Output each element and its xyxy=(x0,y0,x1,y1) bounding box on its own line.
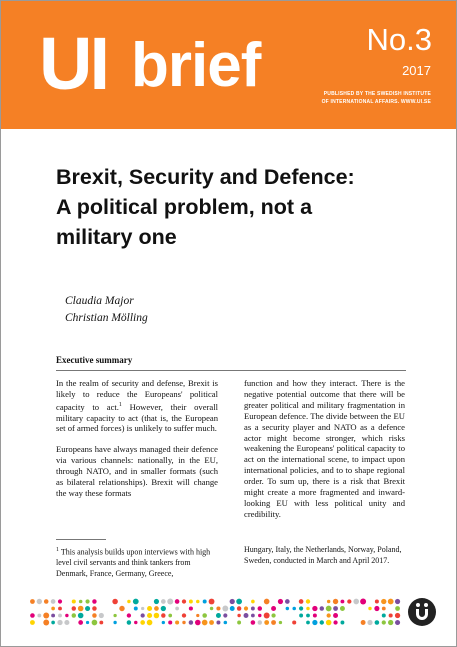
decorative-dot xyxy=(361,620,366,625)
decorative-dot xyxy=(271,606,276,611)
decorative-dot xyxy=(279,621,282,624)
decorative-dot xyxy=(230,606,235,611)
decorative-dot xyxy=(292,607,296,611)
summary-heading: Executive summary xyxy=(56,355,133,365)
decorative-dot xyxy=(51,599,56,604)
decorative-dot xyxy=(333,613,338,618)
decorative-dot xyxy=(99,621,103,625)
decorative-dot xyxy=(65,614,68,617)
body-paragraph xyxy=(56,378,218,434)
decorative-dot xyxy=(327,613,331,617)
decorative-dot xyxy=(189,606,193,610)
ui-emblem-logo xyxy=(407,597,437,627)
decorative-dot xyxy=(58,599,62,603)
decorative-dot xyxy=(306,607,310,611)
decorative-dot xyxy=(216,606,220,610)
author-list xyxy=(65,293,148,327)
footnote-reference[interactable]: 1 xyxy=(118,401,122,408)
decorative-dot xyxy=(154,599,159,604)
decorative-dot xyxy=(147,620,153,626)
decorative-dot xyxy=(320,606,324,610)
decorative-dot xyxy=(375,599,379,603)
decorative-dot xyxy=(216,621,220,625)
decorative-dot xyxy=(202,613,207,618)
publisher-line-1: PUBLISHED BY THE SWEDISH INSTITUTE xyxy=(323,91,431,97)
decorative-dot xyxy=(86,621,89,624)
document-title xyxy=(56,162,436,252)
decorative-dot xyxy=(244,606,248,610)
decorative-dot xyxy=(333,620,337,624)
decorative-dot xyxy=(209,599,215,605)
decorative-dot xyxy=(367,620,372,625)
decorative-dot xyxy=(375,620,380,625)
decorative-dot xyxy=(195,620,201,626)
decorative-dot xyxy=(299,606,303,610)
decorative-dot xyxy=(388,599,394,605)
decorative-dot xyxy=(286,607,289,610)
decorative-dot xyxy=(30,599,35,604)
decorative-dot xyxy=(51,614,55,618)
body-text: In the realm of security and defense, Brexit is likely to reduce the Europeans' political capacity to act. xyxy=(56,378,218,412)
publisher-notice xyxy=(261,90,431,106)
decorative-dot xyxy=(64,620,69,625)
decorative-dot xyxy=(175,599,180,604)
decorative-dot xyxy=(388,620,393,625)
decorative-dot xyxy=(43,620,49,626)
decorative-dot xyxy=(299,599,304,604)
decorative-dot xyxy=(175,607,179,611)
decorative-dot xyxy=(30,620,35,625)
body-column-right xyxy=(244,378,405,530)
decorative-dot xyxy=(85,599,89,603)
decorative-dot xyxy=(78,613,84,619)
decorative-dot xyxy=(147,606,152,611)
decorative-dot xyxy=(236,599,242,605)
decorative-dot xyxy=(161,599,166,604)
decorative-dot xyxy=(92,606,96,610)
decorative-dot xyxy=(278,599,283,604)
decorative-dot xyxy=(223,613,227,617)
decorative-dot xyxy=(216,613,221,618)
decorative-dot xyxy=(382,607,386,611)
decorative-dot xyxy=(299,614,303,618)
decorative-dot xyxy=(271,620,276,625)
decorative-dot xyxy=(203,600,207,604)
decorative-dot xyxy=(113,621,116,624)
emblem-dot xyxy=(416,603,420,607)
emblem-circle xyxy=(408,598,436,626)
decorative-dot xyxy=(381,599,386,604)
decorative-dot xyxy=(333,606,338,611)
decorative-dot xyxy=(222,606,228,612)
decorative-dot xyxy=(395,606,400,611)
decorative-dot xyxy=(258,614,261,617)
decorative-dot xyxy=(92,620,98,626)
decorative-dot xyxy=(306,599,310,603)
body-column-left xyxy=(56,378,218,509)
decorative-dot xyxy=(154,606,159,611)
decorative-dot xyxy=(78,606,84,612)
decorative-dot xyxy=(127,613,131,617)
decorative-dot xyxy=(189,620,193,624)
decorative-dot xyxy=(127,600,130,603)
decorative-dot xyxy=(271,613,275,617)
decorative-dot xyxy=(72,613,76,617)
decorative-dot xyxy=(78,620,83,625)
decorative-dot xyxy=(161,606,166,611)
decorative-dot xyxy=(99,613,104,618)
decorative-dot xyxy=(30,613,35,618)
decorative-dot xyxy=(147,613,152,618)
footnote-divider xyxy=(56,539,106,540)
decorative-dot xyxy=(162,621,165,624)
decorative-dot xyxy=(182,613,186,617)
decorative-dot xyxy=(58,607,62,611)
decorative-dot xyxy=(189,600,193,604)
logo-ui-text: UI xyxy=(39,22,107,105)
decorative-dot xyxy=(119,606,124,611)
decorative-dot xyxy=(51,607,55,611)
decorative-dot xyxy=(313,614,317,618)
decorative-dot xyxy=(161,613,165,617)
decorative-dot xyxy=(395,599,400,604)
decorative-dot xyxy=(237,621,241,625)
decorative-dot xyxy=(251,620,256,625)
decorative-dot xyxy=(210,607,213,610)
decorative-dot xyxy=(209,620,214,625)
decorative-dot xyxy=(182,621,185,624)
decorative-dot xyxy=(312,606,317,611)
decorative-dot xyxy=(72,606,76,610)
footnote-right: Hungary, Italy, the Netherlands, Norway, Poland, Sweden, conducted in March and April 2017. xyxy=(244,545,402,565)
footnote-marker: 1 xyxy=(56,547,59,553)
decorative-dot xyxy=(134,607,138,611)
author-name: Christian Mölling xyxy=(65,312,148,324)
decorative-dot xyxy=(258,606,262,610)
decorative-dot xyxy=(154,613,160,619)
decorative-dot xyxy=(395,613,400,618)
decorative-dot xyxy=(306,621,310,625)
body-paragraph: Europeans have always managed their defence via various channels: nationally, in the EU, through NATO, and in smaller formats (such as bilateral relationships). Brexit will change the way these formats xyxy=(56,444,218,499)
title-line-3: military one xyxy=(56,225,177,249)
decorative-dot xyxy=(244,613,249,618)
decorative-dot xyxy=(196,614,199,617)
decorative-dot xyxy=(389,613,393,617)
author-name: Claudia Major xyxy=(65,295,134,307)
decorative-dot xyxy=(360,599,366,605)
decorative-dot xyxy=(196,600,200,604)
decorative-dot xyxy=(368,607,371,610)
decorative-dot xyxy=(113,614,116,617)
title-line-1: Brexit, Security and Defence: xyxy=(56,165,355,189)
decorative-dot xyxy=(58,614,62,618)
decorative-dot xyxy=(167,599,173,605)
decorative-dot xyxy=(326,606,332,612)
decorative-dot xyxy=(333,599,338,604)
decorative-dot xyxy=(127,620,131,624)
decorative-dot xyxy=(382,620,386,624)
title-line-2: A political problem, not a xyxy=(56,195,313,219)
decorative-dot xyxy=(112,599,118,605)
decorative-dot xyxy=(347,599,351,603)
emblem-dot xyxy=(424,603,428,607)
decorative-dot xyxy=(285,599,290,604)
decorative-dot xyxy=(37,614,41,618)
decorative-dot xyxy=(72,599,76,603)
decorative-dot xyxy=(326,620,332,626)
decorative-dot xyxy=(202,620,208,626)
decorative-dot xyxy=(264,599,270,605)
decorative-dot-band xyxy=(29,598,401,626)
publisher-line-2: OF INTERNATIONAL AFFAIRS. WWW.UI.SE xyxy=(321,99,431,105)
decorative-dot xyxy=(57,620,62,625)
decorative-dot xyxy=(258,620,262,624)
decorative-dot xyxy=(230,599,235,604)
decorative-dot xyxy=(79,600,83,604)
decorative-dot xyxy=(141,613,145,617)
decorative-dot xyxy=(264,613,270,619)
decorative-dot xyxy=(292,620,296,624)
decorative-dot xyxy=(175,620,179,624)
logo-brief-text: brief xyxy=(131,31,261,100)
decorative-dot xyxy=(251,614,255,618)
decorative-dot xyxy=(320,620,324,624)
decorative-dot xyxy=(85,606,90,611)
decorative-dot xyxy=(134,621,137,624)
decorative-dot xyxy=(312,620,317,625)
decorative-dot xyxy=(182,599,186,603)
header-banner xyxy=(1,1,456,129)
decorative-dot xyxy=(251,600,255,604)
decorative-dot xyxy=(251,607,255,611)
decorative-dot xyxy=(237,606,241,610)
issue-year: 2017 xyxy=(402,63,431,78)
decorative-dot xyxy=(168,614,172,618)
decorative-dot xyxy=(140,620,145,625)
decorative-dot xyxy=(141,607,144,610)
decorative-dot xyxy=(341,600,345,604)
decorative-dot xyxy=(327,600,330,603)
body-text: However, their overall military capacity to act (that is, the European set of armed forces) is unlikely to suffer much. xyxy=(56,401,218,434)
decorative-dot xyxy=(382,613,386,617)
decorative-dot xyxy=(340,606,345,611)
decorative-dot xyxy=(341,621,345,625)
decorative-dot xyxy=(92,599,96,603)
decorative-dot xyxy=(37,599,42,604)
decorative-dot xyxy=(353,599,359,605)
decorative-dot xyxy=(44,599,49,604)
decorative-dot xyxy=(133,599,139,605)
decorative-dot xyxy=(306,614,310,618)
decorative-dot xyxy=(51,621,55,625)
decorative-dot xyxy=(395,620,400,625)
summary-divider xyxy=(56,370,406,371)
decorative-dot xyxy=(43,613,49,619)
footnote-text: This analysis builds upon interviews with high level civil servants and think tankers from Denmark, France, Germany, Greece, xyxy=(56,547,211,578)
decorative-dot xyxy=(224,621,228,625)
decorative-dot xyxy=(92,613,97,618)
decorative-dot xyxy=(374,606,379,611)
decorative-dot xyxy=(237,614,240,617)
issue-number: No.3 xyxy=(366,22,432,57)
body-paragraph: function and how they interact. There is the negative potential outcome that there will be greater political and military fragmentation in European defence. The divide between the EU as a security player and NATO as a defence actor might become stronger, which risks weakening the Europeans' political capacity to act on the international scene, to impact upon international policies, and to to shape regional order. To sum up, there is a risk that Brexit might create a more fragmented and inward-looking EU with less political unity and credibility. xyxy=(244,378,405,519)
decorative-dot xyxy=(264,620,269,625)
decorative-dot xyxy=(168,620,172,624)
footnote-left xyxy=(56,545,218,579)
